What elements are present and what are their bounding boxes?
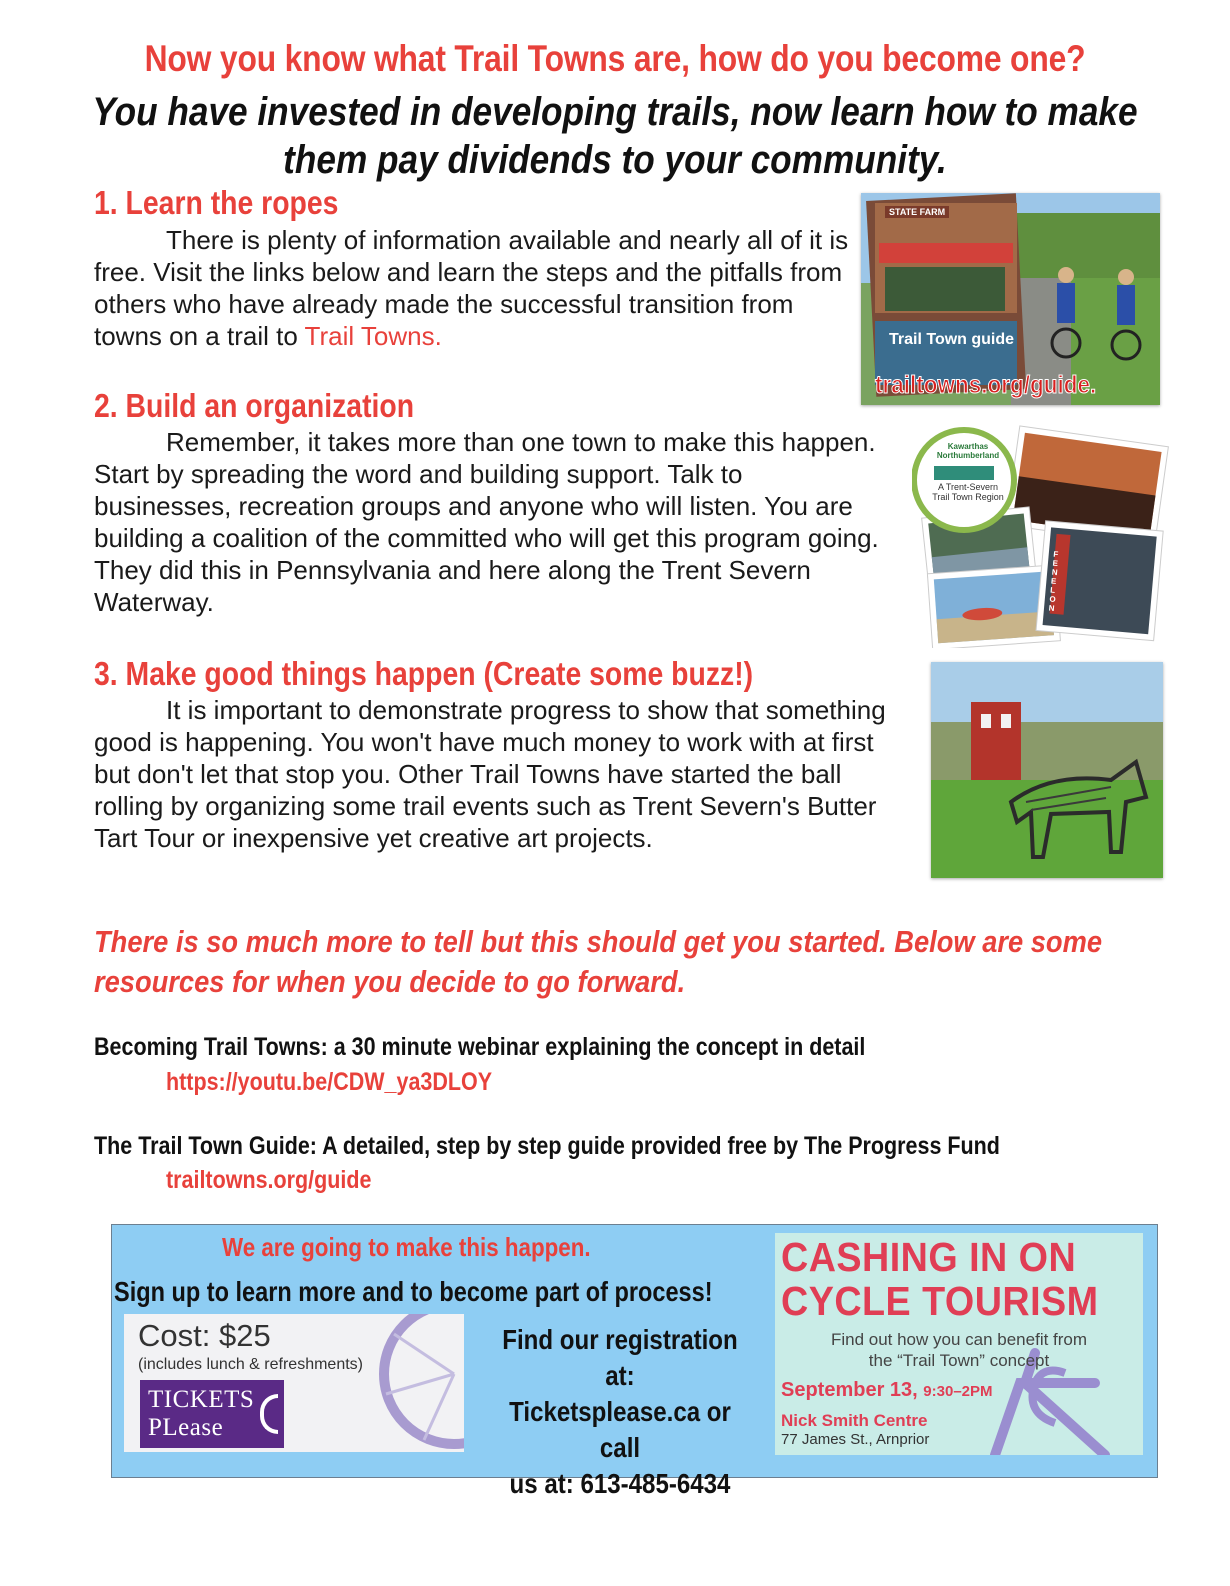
cost-price: Cost: $25: [138, 1318, 271, 1353]
ad-title-line1: CASHING IN ON: [781, 1234, 1077, 1280]
tickets-logo-line1: TICKETS: [148, 1386, 255, 1413]
ticket-notch-icon: [260, 1394, 278, 1434]
cost-note: (includes lunch & refreshments): [138, 1356, 363, 1373]
resource-2-link[interactable]: trailtowns.org/guide: [166, 1166, 372, 1194]
region-logo-top: Kawarthas Northumberland: [936, 442, 1000, 460]
ad-date-time: 9:30–2PM: [923, 1383, 993, 1400]
headline-line-2: You have invested in developing trails, now learn how to make: [92, 90, 1138, 134]
storefront-sign: STATE FARM: [885, 206, 949, 218]
closing-line-2: resources for when you decide to go forward.: [94, 964, 686, 999]
ad-sub-line1: Find out how you can benefit from: [830, 1330, 1088, 1349]
sculpture-illustration: [931, 662, 1163, 878]
section-1-heading: 1. Learn the ropes: [94, 184, 339, 221]
section-2-body: [94, 426, 884, 618]
section-3-heading: 3. Make good things happen (Create some buzz!): [94, 655, 754, 692]
bike-horse-sculpture-photo: [931, 662, 1163, 878]
region-logo-line2: Trail Town Region: [932, 492, 1004, 502]
ad-date: [781, 1379, 993, 1402]
headline-question: Now you know what Trail Towns are, how do you become one?: [144, 38, 1086, 79]
ad-subtitle: [775, 1329, 1143, 1371]
reg-line-3: us at: 613-485-6434: [509, 1468, 731, 1499]
ad-date-day: September 13,: [781, 1379, 918, 1401]
section-3-body: [94, 694, 909, 854]
event-ad: [775, 1233, 1143, 1455]
ad-address: 77 James St., Arnprior: [781, 1431, 930, 1448]
guide-cover-title: Trail Town guide: [889, 331, 1015, 348]
ad-venue: Nick Smith Centre: [781, 1411, 928, 1430]
section-2-heading: 2. Build an organization: [94, 387, 415, 424]
reg-line-2: Ticketsplease.ca or call: [509, 1396, 731, 1463]
trail-town-guide-photo: [861, 193, 1160, 405]
tickets-logo-line2: PLease: [148, 1414, 224, 1441]
registration-info: [491, 1322, 749, 1502]
region-logo-line1: A Trent-Severn: [937, 482, 999, 492]
resource-2-title: The Trail Town Guide: A detailed, step by step guide provided free by The Progress Fund: [94, 1132, 1000, 1160]
section-3-text: It is important to demonstrate progress to show that something good is happening. You won't have much money to work with at first but don't let that stop you. Other Trail Towns have started the ball rolling by organizing some trail events such as Trent Severn's Butter Tart Tour or inexpensive yet creative art projects.: [94, 695, 886, 853]
closing-message: [94, 922, 1203, 1002]
ad-sub-line2: the “Trail Town” concept: [868, 1351, 1050, 1370]
region-collage: [912, 418, 1170, 648]
section-1-text: There is plenty of information available and nearly all of it is free. Visit the links below and learn the steps and the pitfalls from others who have already made the successful transition from towns on a trail to: [94, 225, 849, 351]
section-2-text: Remember, it takes more than one town to make this happen. Start by spreading the word and building support. Talk to businesses, recreation groups and anyone who will listen. You are building a coalition of the committed who will get this program going. They did this in Pennsylvania and here along the Trent Severn Waterway.: [94, 427, 879, 617]
panel-headline: We are going to make this happen.: [222, 1232, 591, 1262]
headline-statement: [52, 88, 1178, 184]
resource-1-title: Becoming Trail Towns: a 30 minute webinar explaining the concept in detail: [94, 1033, 866, 1061]
cost-card: [124, 1314, 464, 1452]
reg-line-1: Find our registration at:: [502, 1324, 738, 1391]
region-logo-text: [920, 482, 1016, 502]
ad-title: [781, 1235, 1099, 1323]
guide-link-caption: trailtowns.org/guide.: [875, 371, 1097, 399]
closing-line-1: There is so much more to tell but this should get you started. Below are some: [94, 924, 1103, 959]
section-1-body: [94, 224, 854, 352]
section-1-highlight: Trail Towns.: [304, 321, 442, 351]
tickets-please-logo: [140, 1380, 284, 1448]
resource-1-link[interactable]: https://youtu.be/CDW_ya3DLOY: [166, 1068, 493, 1096]
ad-title-line2: CYCLE TOURISM: [781, 1278, 1099, 1324]
fenelon-sign: FENELON: [1048, 549, 1059, 613]
headline-line-3: them pay dividends to your community.: [283, 138, 947, 182]
panel-signup-line: Sign up to learn more and to become part of process!: [114, 1276, 713, 1307]
